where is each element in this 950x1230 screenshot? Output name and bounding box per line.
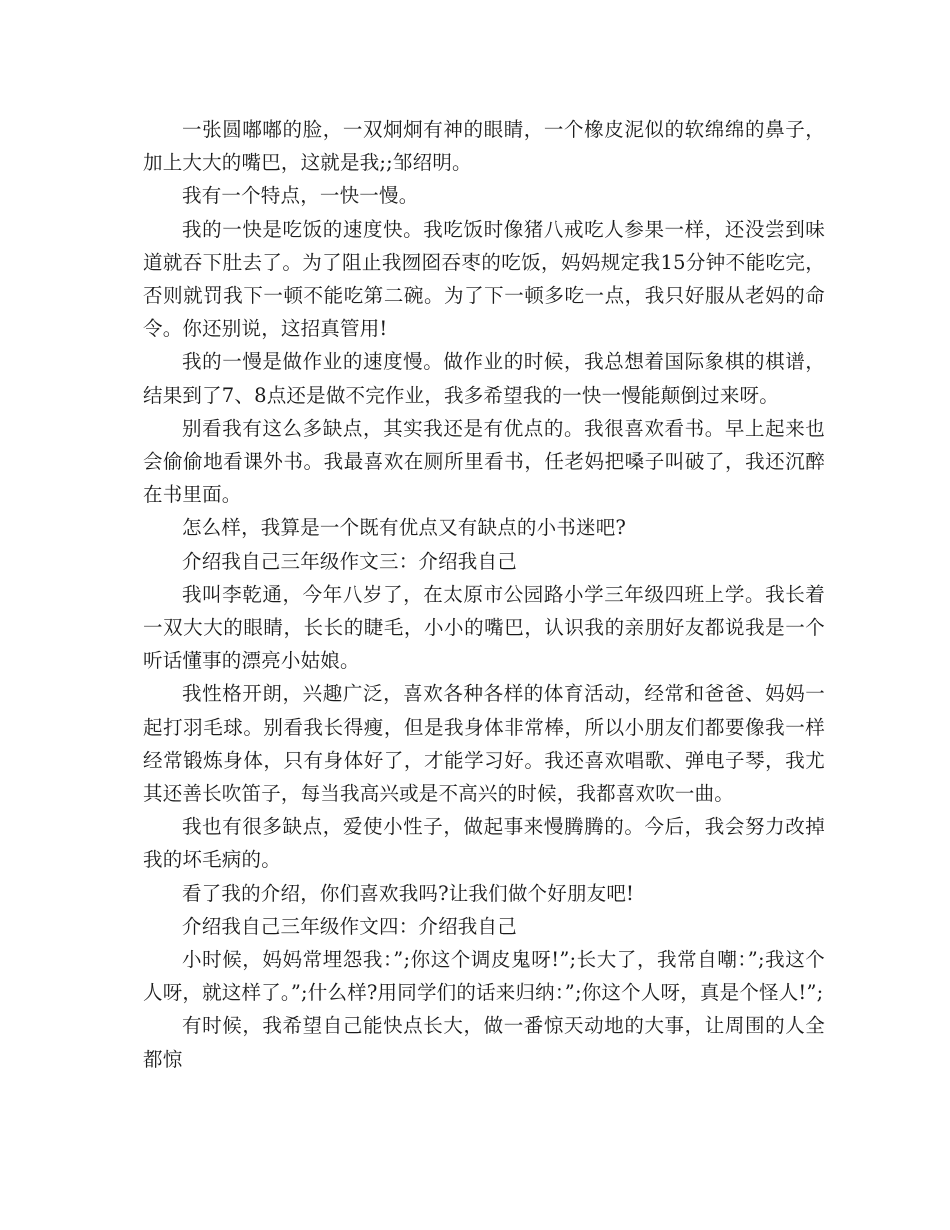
paragraph-personality: 我性格开朗，兴趣广泛，喜欢各种各样的体育活动，经常和爸爸、妈妈一起打羽毛球。别看我长得瘦，但是我身体非常棒，所以小朋友们都要像我一样经常锻炼身体，只有身体好了，才能学习好。我还喜欢唱歌、弹电子琴，我尤其还善长吹笛子，每当我高兴或是不高兴的时候，我都喜欢吹一曲。	[143, 682, 825, 806]
paragraph-name-intro: 我叫李乾通，今年八岁了，在太原市公园路小学三年级四班上学。我长着一双大大的眼睛，长长的睫毛，小小的嘴巴，认识我的亲朋好友都说我是一个听话懂事的漂亮小姑娘。	[143, 582, 825, 673]
paragraph-childhood: 小时候，妈妈常埋怨我：”;你这个调皮鬼呀!”;长大了，我常自嘲：”;我这个人呀，就这样了。”;什么样?用同学们的话来归纳：”;你这个人呀，真是个怪人!”;	[143, 948, 825, 1005]
paragraph-intro: 一张圆嘟嘟的脸，一双炯炯有神的眼睛，一个橡皮泥似的软绵绵的鼻子，加上大大的嘴巴，这就是我;;邹绍明。	[143, 118, 825, 175]
section-heading-four: 介绍我自己三年级作文四：介绍我自己	[182, 914, 517, 938]
paragraph-friends: 看了我的介绍，你们喜欢我吗?让我们做个好朋友吧!	[182, 881, 635, 905]
section-heading-three: 介绍我自己三年级作文三：介绍我自己	[182, 549, 517, 573]
paragraph-slow: 我的一慢是做作业的速度慢。做作业的时候，我总想着国际象棋的棋谱，结果到了7、8点还是做不完作业，我多希望我的一快一慢能颠倒过来呀。	[143, 350, 825, 407]
paragraph-merits: 别看我有这么多缺点，其实我还是有优点的。我很喜欢看书。早上起来也会偷偷地看课外书。我最喜欢在厕所里看书，任老妈把嗓子叫破了，我还沉醉在书里面。	[143, 416, 825, 507]
paragraph-fast: 我的一快是吃饭的速度快。我吃饭时像猪八戒吃人参果一样，还没尝到味道就吞下肚去了。为了阻止我囫囵吞枣的吃饭，妈妈规定我15分钟不能吃完，否则就罚我下一顿不能吃第二碗。为了下一顿多吃一点，我只好服从老妈的命令。你还别说，这招真管用!	[143, 217, 825, 341]
document-body	[143, 113, 825, 1076]
paragraph-trait: 我有一个特点，一快一慢。	[182, 184, 419, 208]
paragraph-shortcomings: 我也有很多缺点，爱使小性子，做起事来慢腾腾的。今后，我会努力改掉我的坏毛病的。	[143, 815, 825, 872]
paragraph-wishes: 有时候，我希望自己能快点长大，做一番惊天动地的大事，让周围的人全都惊	[143, 1014, 825, 1071]
paragraph-conclusion: 怎么样，我算是一个既有优点又有缺点的小书迷吧?	[182, 516, 627, 540]
